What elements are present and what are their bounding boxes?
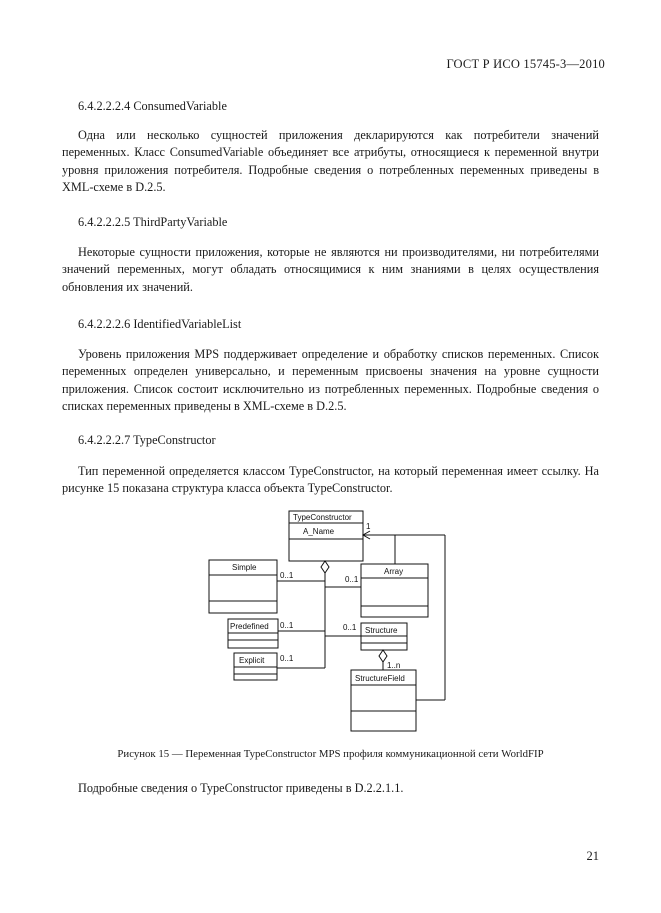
- section-heading-type-constructor: 6.4.2.2.2.7 TypeConstructor: [78, 433, 216, 447]
- multiplicity-structure-field: 1..n: [387, 661, 401, 670]
- section-heading-third-party-variable: 6.4.2.2.2.5 ThirdPartyVariable: [78, 215, 228, 229]
- figure-caption: Рисунок 15 — Переменная TypeConstructor MPS профиля коммуникационной сети WorldFIP: [117, 748, 544, 760]
- paragraph-type-constructor: Тип переменной определяется классом TypeConstructor, на который переменная имеет ссылку. На рисунке 15 показана структура класса объекта TypeConstructor.: [62, 464, 599, 496]
- class-name-structure: Structure: [365, 626, 398, 635]
- class-name-type-constructor: TypeConstructor: [293, 513, 352, 522]
- class-simple: [209, 560, 277, 613]
- aggregation-diamond-structure: [379, 650, 387, 662]
- class-name-structure-field: StructureField: [355, 674, 405, 683]
- multiplicity-explicit: 0..1: [280, 654, 294, 663]
- multiplicity-simple: 0..1: [280, 571, 294, 580]
- class-attribute-a-name: A_Name: [303, 527, 335, 536]
- multiplicity-predefined: 0..1: [280, 621, 294, 630]
- class-explicit: [234, 653, 277, 680]
- paragraph-third-party-variable: Некоторые сущности приложения, которые не являются ни производителями, ни потребителями значений переменных, могут обладать относящимися к ним знаниями в целях осуществления обновления их значений.: [62, 245, 599, 294]
- section-heading-consumed-variable: 6.4.2.2.2.4 ConsumedVariable: [78, 99, 227, 113]
- class-name-explicit: Explicit: [239, 656, 265, 665]
- multiplicity-structure: 0..1: [343, 623, 357, 632]
- paragraph-identified-variable-list: Уровень приложения MPS поддерживает определение и обработку списков переменных. Список переменных определен универсально, и переменным присвоены значения на уровне сущности приложения. Список состоит исключительно из потребленных переменных. Подробные сведения о списках переменных приведены в XML-схеме в D.2.5.: [62, 347, 599, 414]
- class-predefined: [228, 619, 278, 648]
- aggregation-diamond-type-constructor: [321, 561, 329, 573]
- page-header-standard: ГОСТ Р ИСО 15745-3—2010: [446, 57, 605, 71]
- class-name-array: Array: [384, 567, 404, 576]
- page-number: 21: [586, 849, 599, 863]
- multiplicity-type-constructor: 1: [366, 522, 371, 531]
- class-name-simple: Simple: [232, 563, 257, 572]
- closing-paragraph: Подробные сведения о TypeConstructor приведены в D.2.2.1.1.: [78, 781, 404, 795]
- section-heading-identified-variable-list: 6.4.2.2.2.6 IdentifiedVariableList: [78, 317, 242, 331]
- multiplicity-array: 0..1: [345, 575, 359, 584]
- class-type-constructor: [289, 511, 363, 561]
- class-structure-field: [351, 670, 416, 731]
- class-structure: [361, 623, 407, 650]
- class-array: [361, 564, 428, 617]
- class-name-predefined: Predefined: [230, 622, 269, 631]
- paragraph-consumed-variable: Одна или несколько сущностей приложения декларируются как потребители значений переменных. Класс ConsumedVariable объединяет все атрибуты, относящиеся к переменной внутри уровня приложения потребителя. Подробные сведения о потребленных переменных приведены в XML-схеме в D.2.5.: [62, 128, 599, 195]
